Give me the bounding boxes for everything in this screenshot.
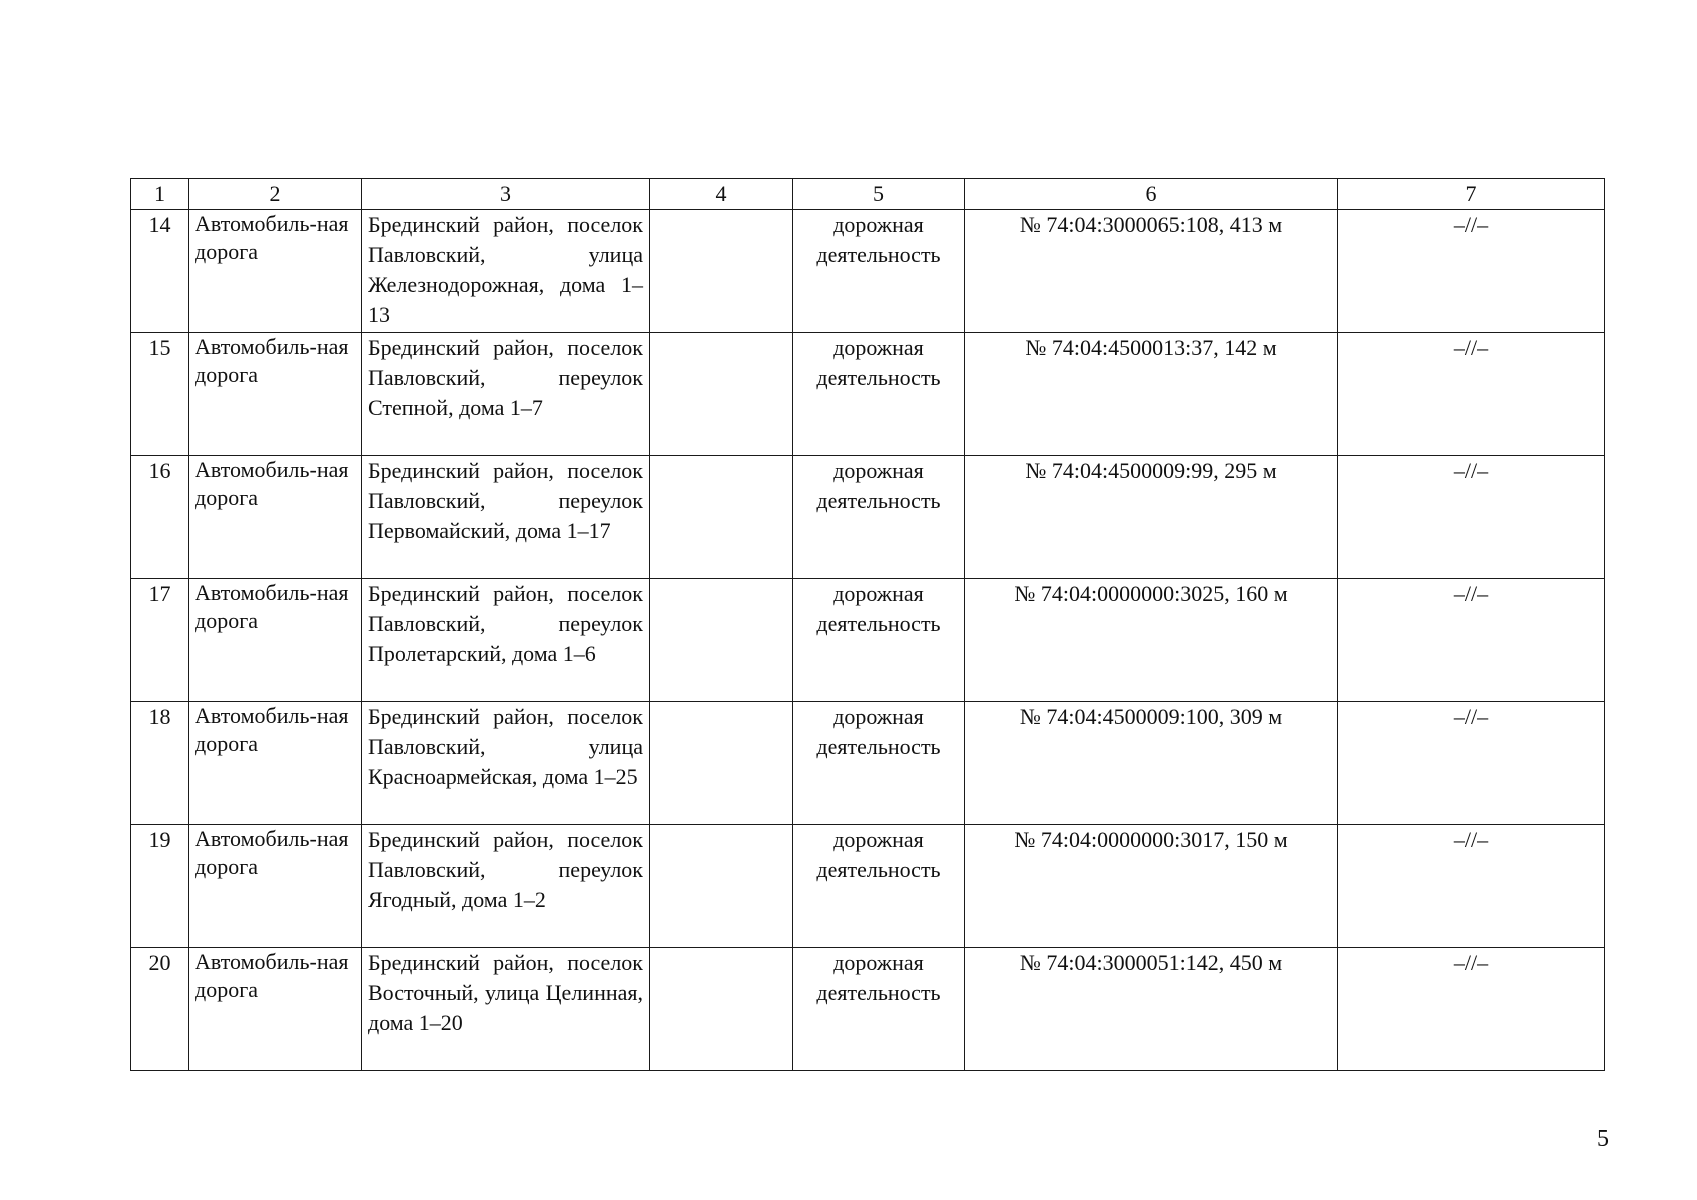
ditto-cell: –//– (1338, 579, 1605, 702)
object-name: Автомобиль-ная дорога (189, 825, 362, 948)
table-row (131, 702, 1605, 825)
object-name: Автомобиль-ная дорога (189, 702, 362, 825)
cadastral-cell: № 74:04:3000051:142, 450 м (965, 948, 1338, 1071)
object-address: Брединский район, поселок Павловский, переулок Ягодный, дома 1–2 (362, 825, 650, 948)
header-col-7: 7 (1338, 179, 1605, 210)
ditto-cell: –//– (1338, 825, 1605, 948)
ditto-cell: –//– (1338, 702, 1605, 825)
purpose-cell: дорожная деятельность (793, 456, 965, 579)
col4-cell (650, 702, 793, 825)
row-number: 18 (131, 702, 189, 825)
purpose-cell: дорожная деятельность (793, 702, 965, 825)
object-name: Автомобиль-ная дорога (189, 456, 362, 579)
table-row (131, 456, 1605, 579)
row-number: 20 (131, 948, 189, 1071)
header-col-2: 2 (189, 179, 362, 210)
col4-cell (650, 210, 793, 333)
row-number: 14 (131, 210, 189, 333)
object-name: Автомобиль-ная дорога (189, 210, 362, 333)
purpose-cell: дорожная деятельность (793, 333, 965, 456)
row-number: 15 (131, 333, 189, 456)
table-header (131, 179, 1605, 210)
object-address: Брединский район, поселок Павловский, переулок Степной, дома 1–7 (362, 333, 650, 456)
col4-cell (650, 825, 793, 948)
cadastral-cell: № 74:04:4500013:37, 142 м (965, 333, 1338, 456)
col4-cell (650, 333, 793, 456)
header-col-5: 5 (793, 179, 965, 210)
ditto-cell: –//– (1338, 333, 1605, 456)
header-col-3: 3 (362, 179, 650, 210)
table-row (131, 210, 1605, 333)
cadastral-cell: № 74:04:4500009:100, 309 м (965, 702, 1338, 825)
object-name: Автомобиль-ная дорога (189, 333, 362, 456)
object-address: Брединский район, поселок Павловский, улица Железнодорожная, дома 1–13 (362, 210, 650, 333)
header-col-4: 4 (650, 179, 793, 210)
table-row (131, 579, 1605, 702)
header-row (131, 179, 1605, 210)
ditto-cell: –//– (1338, 948, 1605, 1071)
cadastral-cell: № 74:04:0000000:3017, 150 м (965, 825, 1338, 948)
purpose-cell: дорожная деятельность (793, 210, 965, 333)
object-address: Брединский район, поселок Павловский, переулок Пролетарский, дома 1–6 (362, 579, 650, 702)
cadastral-cell: № 74:04:4500009:99, 295 м (965, 456, 1338, 579)
row-number: 17 (131, 579, 189, 702)
purpose-cell: дорожная деятельность (793, 948, 965, 1071)
table-row (131, 825, 1605, 948)
header-col-1: 1 (131, 179, 189, 210)
col4-cell (650, 456, 793, 579)
col4-cell (650, 948, 793, 1071)
ditto-cell: –//– (1338, 210, 1605, 333)
row-number: 19 (131, 825, 189, 948)
object-name: Автомобиль-ная дорога (189, 948, 362, 1071)
registry-table (130, 178, 1605, 1071)
ditto-cell: –//– (1338, 456, 1605, 579)
object-address: Брединский район, поселок Павловский, переулок Первомайский, дома 1–17 (362, 456, 650, 579)
page-number: 5 (1597, 1126, 1609, 1152)
object-address: Брединский район, поселок Павловский, улица Красноармейская, дома 1–25 (362, 702, 650, 825)
object-address: Брединский район, поселок Восточный, улица Целинная, дома 1–20 (362, 948, 650, 1071)
table-row (131, 333, 1605, 456)
table-row (131, 948, 1605, 1071)
purpose-cell: дорожная деятельность (793, 579, 965, 702)
row-number: 16 (131, 456, 189, 579)
table-body (131, 210, 1605, 1071)
cadastral-cell: № 74:04:0000000:3025, 160 м (965, 579, 1338, 702)
purpose-cell: дорожная деятельность (793, 825, 965, 948)
col4-cell (650, 579, 793, 702)
object-name: Автомобиль-ная дорога (189, 579, 362, 702)
cadastral-cell: № 74:04:3000065:108, 413 м (965, 210, 1338, 333)
header-col-6: 6 (965, 179, 1338, 210)
